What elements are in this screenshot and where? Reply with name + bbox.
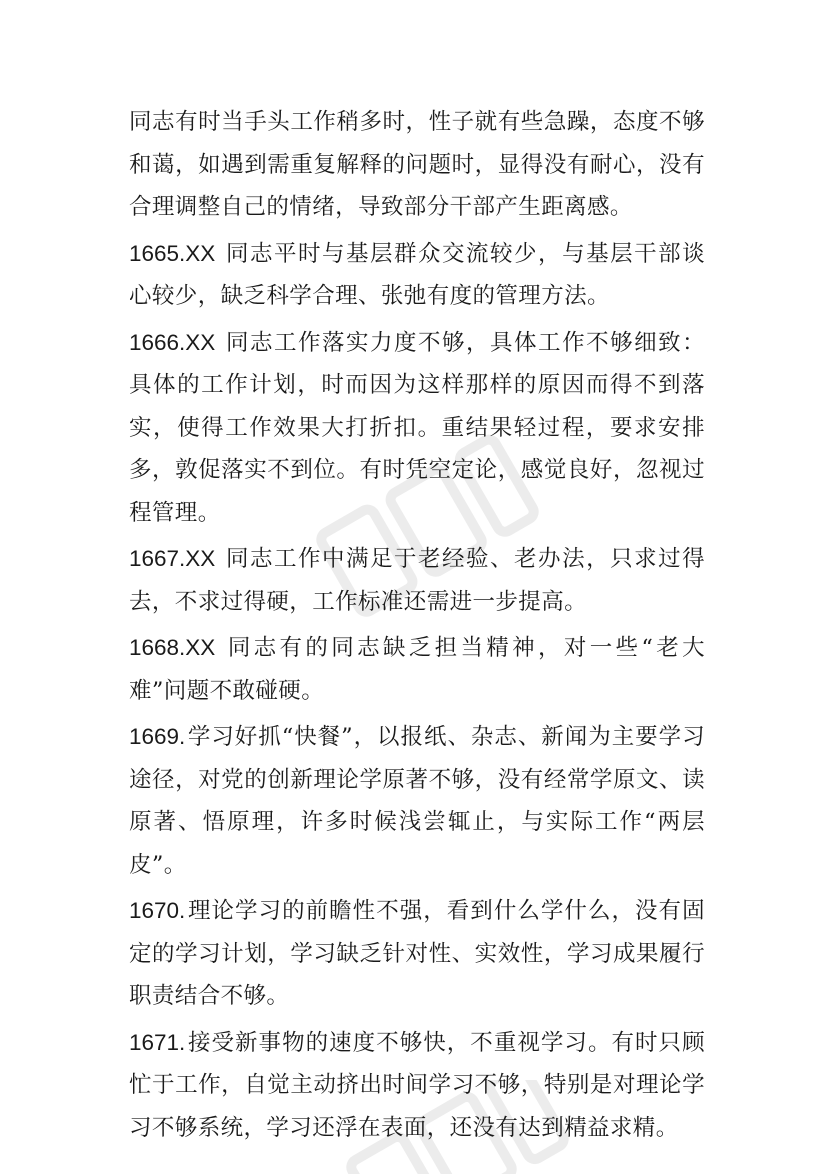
- paragraph-text: 同志有的同志缺乏担当精神，对一些“老大难”问题不敢碰硬。: [129, 635, 705, 704]
- item-number: 1666.XX: [129, 329, 216, 355]
- paragraph-item-1665: [129, 233, 705, 318]
- item-number: 1667.XX: [129, 546, 216, 571]
- paragraph-text: 同志有时当手头工作稍多时，性子就有些急躁，态度不够和蔼，如遇到需重复解释的问题时，显得没有耐心，没有合理调整自己的情绪，导致部分干部产生距离感。: [129, 109, 705, 220]
- paragraph-text: 同志工作中满足于老经验、老办法，只求过得去，不求过得硬，工作标准还需进一步提高。: [129, 546, 705, 615]
- paragraph-item-1671: [129, 1022, 705, 1150]
- paragraph-item-1667: [129, 538, 705, 623]
- item-number: 1669.: [129, 724, 186, 749]
- paragraph-text: 同志平时与基层群众交流较少，与基层干部谈心较少，缺乏科学合理、张弛有度的管理方法。: [129, 240, 705, 309]
- item-number: 1665.XX: [129, 240, 216, 266]
- document-body: [129, 101, 705, 1153]
- paragraph-item-1670: [129, 890, 705, 1018]
- paragraph-continuation: [129, 101, 705, 229]
- item-number: 1671.: [129, 1029, 186, 1055]
- paragraph-item-1668: [129, 627, 705, 712]
- paragraph-text: 理论学习的前瞻性不强，看到什么学什么，没有固定的学习计划，学习缺乏针对性、实效性，学习成果履行职责结合不够。: [129, 898, 705, 1009]
- paragraph-text: 学习好抓“快餐”，以报纸、杂志、新闻为主要学习途径，对党的创新理论学原著不够，没有经常学原文、读原著、悟原理，许多时候浅尝辄止，与实际工作“两层皮”。: [129, 724, 705, 878]
- paragraph-text: 同志工作落实力度不够，具体工作不够细致：具体的工作计划，时而因为这样那样的原因而得不到落实，使得工作效果大打折扣。重结果轻过程，要求安排多，敦促落实不到位。有时凭空定论，感觉良好，忽视过程管理。: [129, 329, 705, 526]
- item-number: 1670.: [129, 898, 186, 923]
- paragraph-text: 接受新事物的速度不够快，不重视学习。有时只顾忙于工作，自觉主动挤出时间学习不够，特别是对理论学习不够系统，学习还浮在表面，还没有达到精益求精。: [129, 1029, 705, 1141]
- paragraph-item-1669: [129, 716, 705, 886]
- item-number: 1668.XX: [129, 635, 216, 660]
- paragraph-item-1666: [129, 322, 705, 535]
